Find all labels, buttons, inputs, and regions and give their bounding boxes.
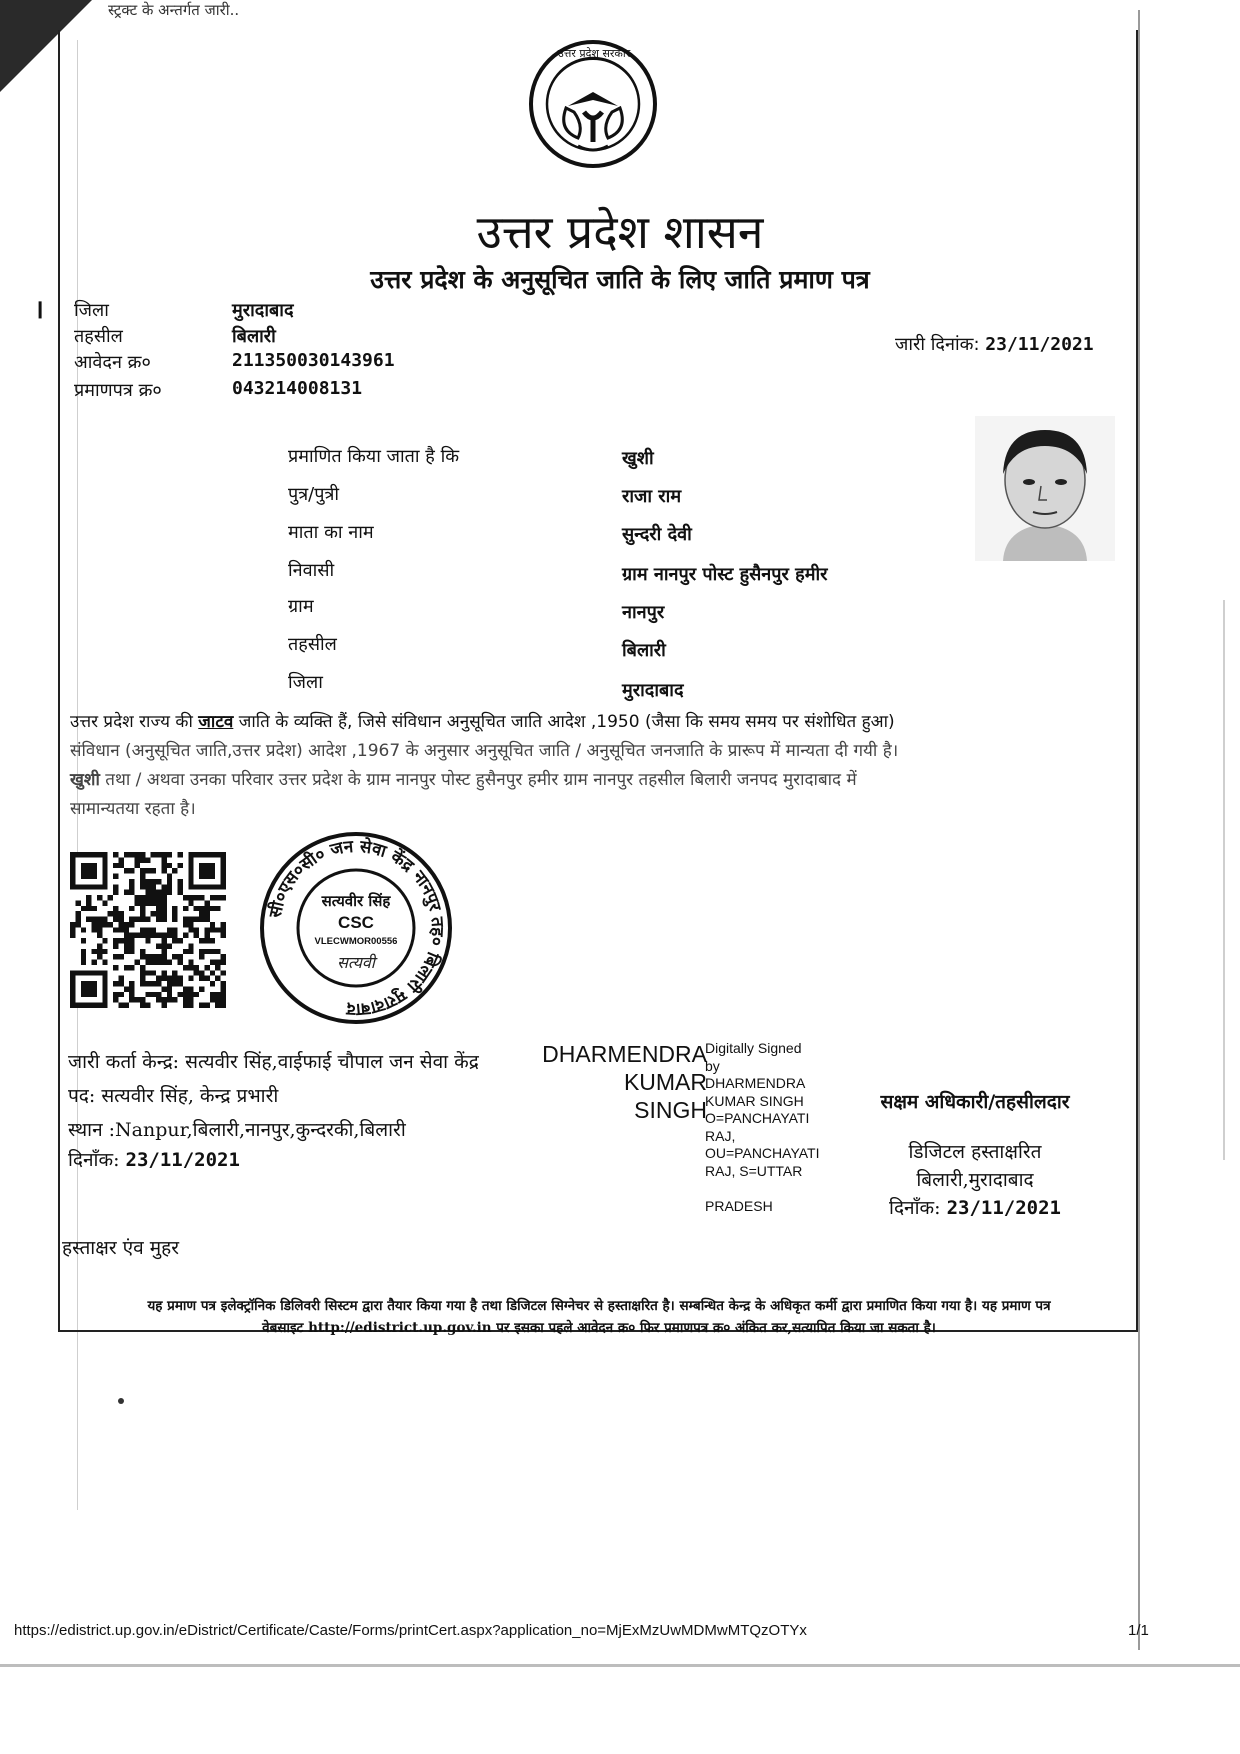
field-tehsil-label: तहसील [288, 634, 337, 655]
district-label: जिला [74, 300, 109, 321]
verification-note [66, 1295, 1132, 1339]
handwritten-signature: सत्यवी [337, 953, 375, 972]
authority-date-label: दिनाँक: [889, 1197, 941, 1219]
issue-date-label: जारी दिनांक: [895, 334, 980, 355]
issue-date [895, 332, 1094, 356]
signature-detail-line: RAJ, S=UTTAR [705, 1162, 803, 1179]
field-village-value: नानपुर [622, 602, 665, 623]
signature-detail-line: O=PANCHAYATI [705, 1110, 810, 1126]
issuer-date [68, 1146, 240, 1172]
signature-detail-line: DHARMENDRA [705, 1075, 806, 1091]
statement-line-3 [70, 766, 1095, 795]
authority-title: सक्षम अधिकारी/तहसीलदार [880, 1091, 1070, 1113]
issue-date-value: 23/11/2021 [985, 334, 1094, 355]
field-district-label: जिला [288, 672, 323, 693]
district-value: मुरादाबाद [232, 300, 294, 321]
field-village-label: ग्राम [288, 596, 314, 617]
csc-rubber-stamp [258, 830, 454, 1026]
issuer-date-label: दिनाँक: [68, 1149, 120, 1171]
signature-detail-line: RAJ, [705, 1127, 736, 1144]
scan-bottom-fold [0, 1664, 1240, 1667]
stamp-id: VLECWMOR00556 [314, 936, 398, 947]
statement-line-1 [70, 708, 1095, 737]
applicant-photo [975, 416, 1115, 561]
caste-name: जाटव [198, 712, 234, 732]
stamp-csc: CSC [338, 913, 374, 932]
stamp-ring-text: सी०एस०सी० जन सेवा केंद्र नानपुर तह० बिलारी मुरादाबाद [265, 836, 448, 1020]
issuer-place: स्थान :Nanpur,बिलारी,नानपुर,कुन्दरकी,बिलारी [68, 1119, 406, 1141]
tehsil-value: बिलारी [232, 326, 276, 347]
certificate-no-label: प्रमाणपत्र क्र० [74, 380, 162, 401]
authority-date-value: 23/11/2021 [946, 1197, 1061, 1219]
issuer-date-value: 23/11/2021 [125, 1149, 240, 1171]
field-district-value: मुरादाबाद [622, 680, 684, 701]
signature-detail-line: PRADESH [705, 1197, 773, 1214]
digital-signature-details [705, 1040, 819, 1215]
application-no-value: 211350030143961 [232, 350, 395, 371]
field-certified-value: खुशी [622, 448, 654, 469]
page-number: 1/1 [1128, 1622, 1149, 1639]
field-child-of-value: राजा राम [622, 486, 682, 507]
signer-name-line: SINGH [634, 1097, 707, 1123]
statement-prefix: उत्तर प्रदेश राज्य की [70, 712, 199, 732]
signature-detail-line: OU=PANCHAYATI [705, 1145, 820, 1161]
field-certified-label: प्रमाणित किया जाता है कि [288, 446, 460, 467]
statement-suffix: जाति के व्यक्ति हैं, जिसे संविधान अनुसूचित जाति आदेश ,1950 (जैसा कि समय समय पर संशोधित हुआ) [233, 712, 895, 732]
tehsil-label: तहसील [74, 326, 123, 347]
certificate-no-value: 043214008131 [232, 378, 363, 399]
issuing-center: जारी कर्ता केन्द्र: सत्यवीर सिंह,वाईफाई चौपाल जन सेवा केंद्र [68, 1051, 479, 1073]
emblem-caption: उत्तर प्रदेश सरकार [557, 47, 631, 60]
print-url: https://edistrict.up.gov.in/eDistrict/Certificate/Caste/Forms/printCert.aspx?application_no=MjExMzUwMDMwMTQzOTYx [14, 1622, 807, 1639]
signer-name-line: KUMAR [623, 1069, 707, 1095]
authority-signed: डिजिटल हस्ताक्षरित [908, 1141, 1042, 1163]
top-cut-text: स्ट्रक्ट के अन्तर्गत जारी.. [108, 1, 240, 19]
statement-line-4: सामान्यतया रहता है। [70, 799, 196, 819]
signature-and-seal-label: हस्ताक्षर एंव मुहर [62, 1237, 179, 1259]
authority-date [870, 1194, 1080, 1220]
statement-line-2: संविधान (अनुसूचित जाति,उत्तर प्रदेश) आदेश ,1967 के अनुसार अनुसूचित जाति / अनुसूचित जनजाति के प्रारूप में मान्यता दी गयी है। [70, 741, 899, 761]
application-no-label: आवेदन क्र० [74, 352, 151, 373]
verification-note-line: यह प्रमाण पत्र इलेक्ट्रॉनिक डिलिवरी सिस्टम द्वारा तैयार किया गया है तथा डिजिटल सिग्नेचर से हस्ताक्षरित है। सम्बन्धित केन्द्र के अधिकृत कर्मी द्वारा प्रमाणित किया गया है। यह प्रमाण पत्र [147, 1298, 1051, 1314]
signature-detail-line: by [705, 1057, 720, 1074]
digital-signer-name [525, 1040, 707, 1124]
stamp-name: सत्यवीर सिंह [321, 892, 391, 910]
signature-detail-line: KUMAR SINGH [705, 1092, 804, 1109]
document-title: उत्तर प्रदेश शासन [476, 205, 764, 259]
field-mother-label: माता का नाम [288, 522, 374, 543]
signer-name-line: DHARMENDRA [542, 1041, 707, 1067]
signature-detail-line [705, 1180, 819, 1198]
field-resident-value: ग्राम नानपुर पोस्ट हुसैनपुर हमीर [622, 564, 828, 585]
side-mark: । [34, 295, 44, 325]
scan-page-edge-secondary [1223, 600, 1225, 1160]
authority-place: बिलारी,मुरादाबाद [916, 1169, 1034, 1191]
caste-statement [70, 708, 1095, 824]
verification-note-line: वेबसाइट http://edistrict.up.gov.in पर इसका पहले आवेदन क्र० फिर प्रमाणपत्र क्र० अंकित कर,सत्यापित किया जा सकता है। [262, 1320, 936, 1336]
verification-qr-code [70, 852, 226, 1008]
statement-residence: तथा / अथवा उनका परिवार उत्तर प्रदेश के ग्राम नानपुर पोस्ट हुसैनपुर हमीर ग्राम नानपुर तहसील बिलारी जनपद मुरादाबाद में [99, 770, 857, 790]
field-tehsil-value: बिलारी [622, 640, 666, 661]
signature-detail-line: Digitally Signed [705, 1040, 802, 1056]
scan-speck [118, 1398, 124, 1404]
issuer-post: पद: सत्यवीर सिंह, केन्द्र प्रभारी [68, 1085, 279, 1107]
statement-name: खुशी [70, 770, 100, 790]
field-child-of-label: पुत्र/पुत्री [288, 484, 340, 505]
document-subtitle: उत्तर प्रदेश के अनुसूचित जाति के लिए जाति प्रमाण पत्र [370, 265, 870, 294]
field-mother-value: सुन्दरी देवी [622, 524, 692, 545]
field-resident-label: निवासी [288, 560, 335, 581]
